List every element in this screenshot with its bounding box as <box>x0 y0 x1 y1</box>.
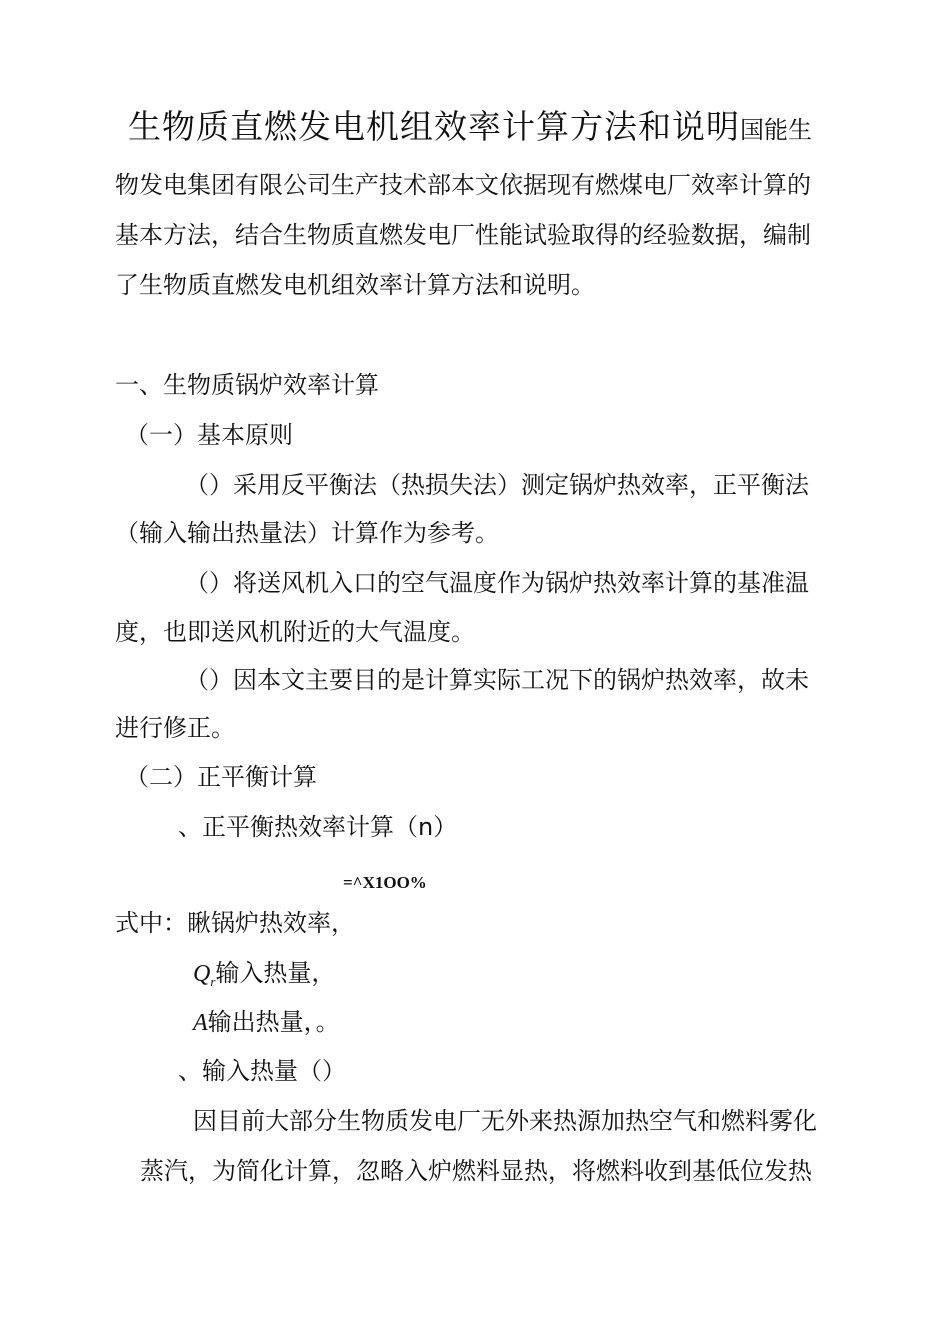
intro-line-1: 物发电集团有限公司生产技术部本文依据现有燃煤电厂效率计算的 <box>115 171 811 199</box>
variable-a-description: 输出热量，。 <box>207 1008 340 1036</box>
list-item-2: 、输入热量（） <box>178 1057 346 1085</box>
paragraph-2-line-1: （）将送风机入口的空气温度作为锅炉热效率计算的基准温 <box>185 569 809 597</box>
efficiency-formula: =^X1OO% <box>343 873 427 892</box>
section-heading-1: 一、生物质锅炉效率计算 <box>115 371 379 399</box>
variable-q-symbol: Q <box>193 961 211 987</box>
where-clause: 式中：瞅锅炉热效率， <box>115 909 355 937</box>
variable-a-line <box>193 1007 340 1038</box>
variable-a-symbol: A <box>193 1010 208 1036</box>
list-item-1: 、正平衡热效率计算（n） <box>178 813 458 841</box>
intro-text-start: 国能生 <box>740 116 812 144</box>
paragraph-2-line-2: 度，也即送风机附近的大气温度。 <box>115 618 475 646</box>
paragraph-3-line-2: 进行修正。 <box>115 714 235 742</box>
paragraph-1-line-2: （输入输出热量法）计算作为参考。 <box>115 519 499 547</box>
paragraph-4-line-1: 因目前大部分生物质发电厂无外来热源加热空气和燃料雾化 <box>193 1107 817 1135</box>
subsection-heading-2: （二）正平衡计算 <box>125 763 317 791</box>
paragraph-4-line-2: 蒸汽，为简化计算，忽略入炉燃料显热，将燃料收到基低位发热 <box>140 1157 812 1185</box>
paragraph-1-line-1: （）采用反平衡法（热损失法）测定锅炉热效率，正平衡法 <box>185 471 809 499</box>
variable-q-line <box>193 958 335 992</box>
variable-q-description: 输入热量， <box>215 959 336 987</box>
intro-line-3: 了生物质直燃发电机组效率计算方法和说明。 <box>115 271 595 299</box>
paragraph-3-line-1: （）因本文主要目的是计算实际工况下的锅炉热效率，故未 <box>185 666 809 694</box>
document-title: 生物质直燃发电机组效率计算方法和说明 <box>128 107 740 146</box>
variable-q-subscript: r <box>210 974 216 989</box>
intro-line-2: 基本方法，结合生物质直燃发电厂性能试验取得的经验数据，编制 <box>115 221 811 249</box>
document-title-line <box>128 107 812 146</box>
subsection-heading-1: （一）基本原则 <box>125 421 293 449</box>
